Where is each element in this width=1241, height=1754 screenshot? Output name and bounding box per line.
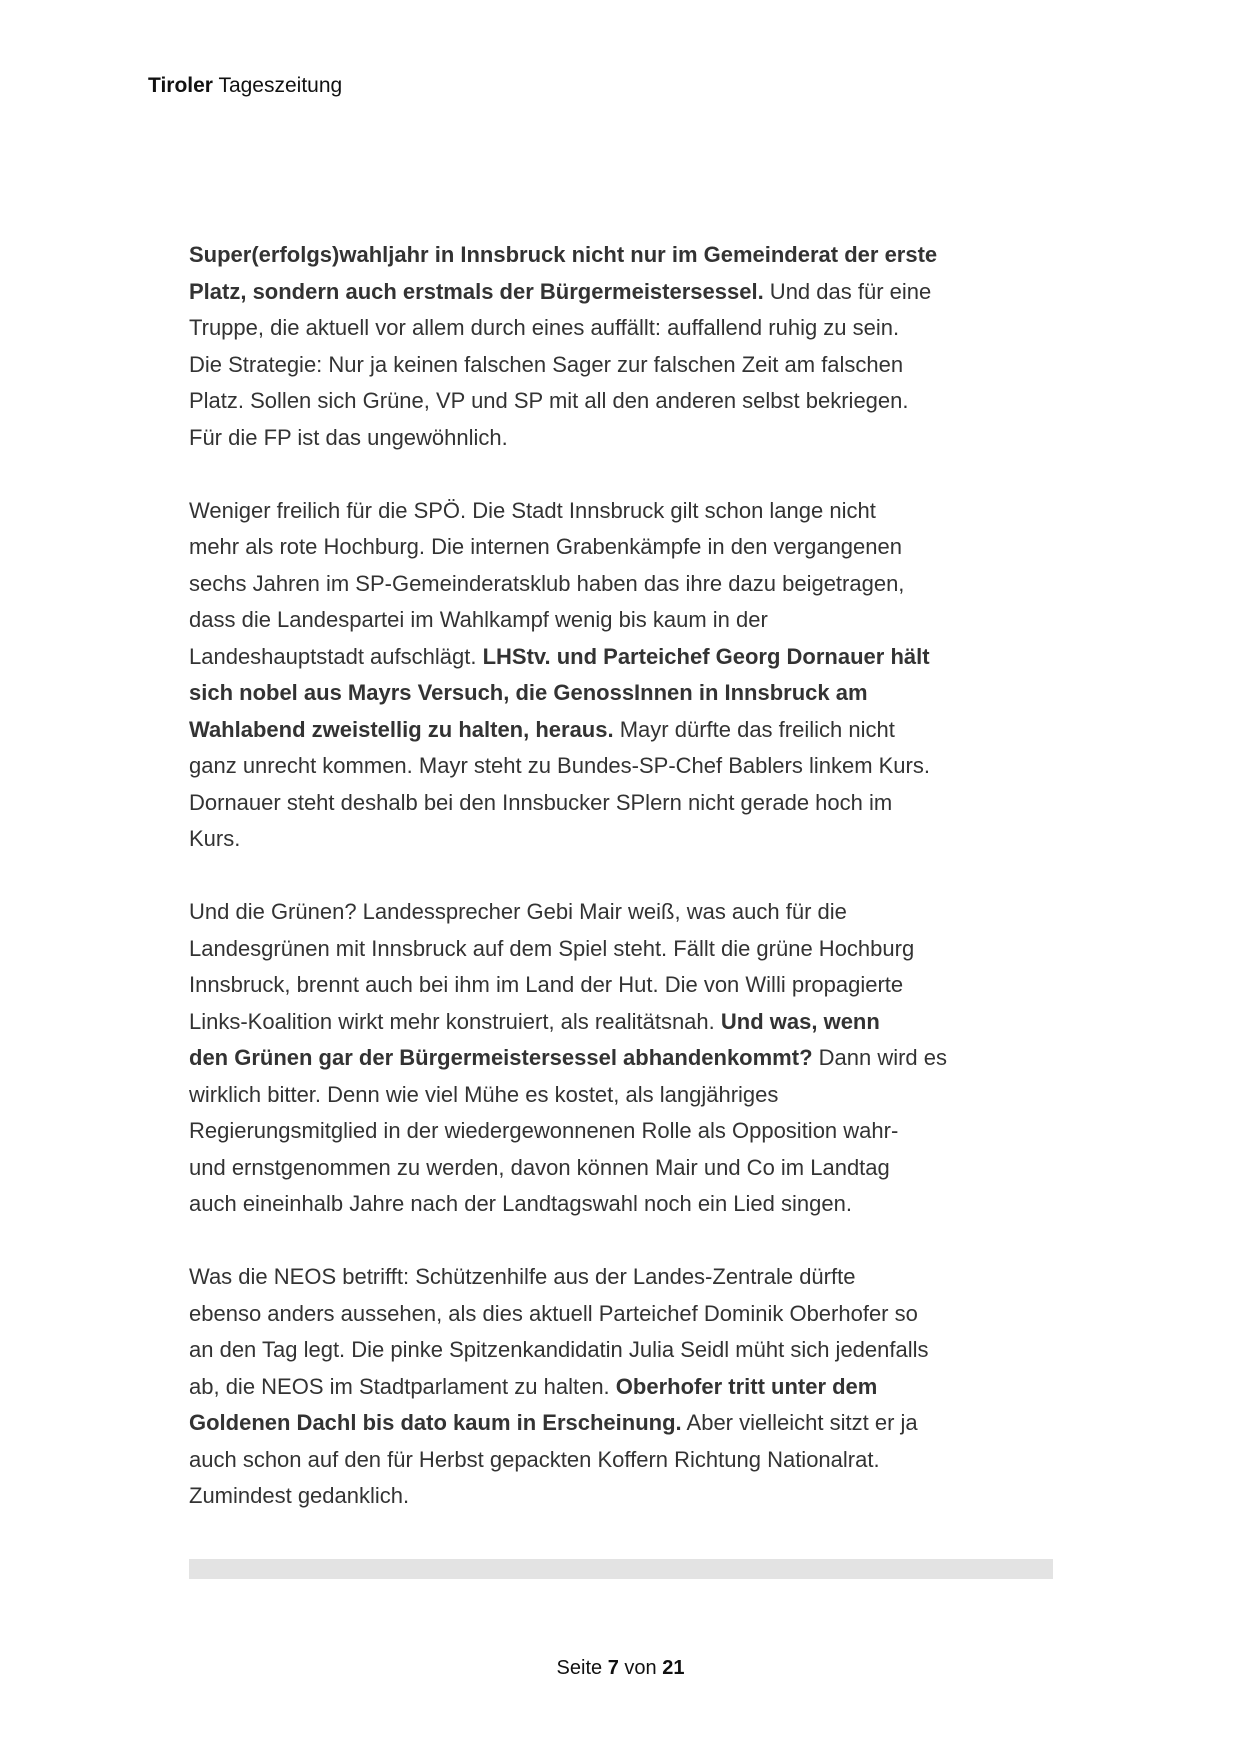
text-line [189, 894, 1069, 931]
text-line [189, 237, 1069, 274]
total-pages: 21 [662, 1657, 685, 1679]
bold-text: LHStv. und Parteichef Georg Dornauer hält [482, 643, 930, 669]
text: dass die Landespartei im Wahlkampf wenig bis kaum in der [189, 607, 768, 632]
text: an den Tag legt. Die pinke Spitzenkandidatin Julia Seidl müht sich jedenfalls [189, 1337, 929, 1362]
bold-text: Wahlabend zweistellig zu halten, heraus. [189, 716, 614, 742]
text-line [189, 1296, 1069, 1333]
text-line [189, 310, 1069, 347]
text-line [189, 748, 1069, 785]
text-line [189, 639, 1069, 676]
text: Regierungsmitglied in der wiedergewonnenen Rolle als Opposition wahr- [189, 1118, 899, 1143]
text: Dornauer steht deshalb bei den Innsbucker SPlern nicht gerade hoch im [189, 789, 893, 815]
paragraph [189, 894, 1069, 1223]
text: Die Strategie: Nur ja keinen falschen Sager zur falschen Zeit am falschen [189, 351, 904, 377]
text-line [189, 1332, 1069, 1369]
publication-header [148, 74, 342, 98]
text: Landesgrünen mit Innsbruck auf dem Spiel steht. Fällt die grüne Hochburg [189, 935, 915, 961]
text-line [189, 1040, 1069, 1077]
text-line [189, 602, 1069, 639]
text: Und das für eine [763, 278, 932, 304]
text-line [189, 1405, 1069, 1442]
bold-text: Und was, wenn [720, 1008, 880, 1034]
text: Platz. Sollen sich Grüne, VP und SP mit all den anderen selbst bekriegen. [189, 388, 909, 413]
bold-text: Platz, sondern auch erstmals der Bürgermeistersessel. [189, 278, 764, 304]
text: Zumindest gedanklich. [189, 1483, 410, 1508]
text-line [189, 712, 1069, 749]
text-line [189, 931, 1069, 968]
text-line [189, 1186, 1069, 1223]
page-footer [0, 1657, 1241, 1680]
text: Dann wird es [812, 1045, 948, 1070]
paragraph [189, 493, 1069, 858]
text-line [189, 529, 1069, 566]
text: Mayr dürfte das freilich nicht [613, 716, 895, 742]
text-line [189, 1369, 1069, 1406]
article-body [189, 237, 1069, 1551]
text: Weniger freilich für die SPÖ. Die Stadt Innsbruck gilt schon lange nicht [189, 497, 876, 523]
text-line [189, 1150, 1069, 1187]
bold-text: Oberhofer tritt unter dem [615, 1373, 878, 1399]
text: Kurs. [189, 826, 241, 851]
text-line [189, 1259, 1069, 1296]
text: Für die FP ist das ungewöhnlich. [189, 424, 508, 450]
text: auch schon auf den für Herbst gepackten Koffern Richtung Nationalrat. [189, 1446, 880, 1472]
text-line [189, 1442, 1069, 1479]
current-page: 7 [607, 1657, 619, 1679]
divider-bar [189, 1559, 1053, 1579]
text-line [189, 1077, 1069, 1114]
text-line [189, 1478, 1069, 1515]
brand-regular: Tageszeitung [218, 74, 343, 97]
page-prefix: Seite [556, 1657, 603, 1679]
text: sechs Jahren im SP-Gemeinderatsklub haben das ihre dazu beigetragen, [189, 570, 905, 596]
brand-bold: Tiroler [148, 74, 213, 97]
text: Links-Koalition wirkt mehr konstruiert, als realitätsnah. [189, 1008, 721, 1034]
text-line [189, 1113, 1069, 1150]
paragraph [189, 1259, 1069, 1515]
text: Innsbruck, brennt auch bei ihm im Land der Hut. Die von Willi propagierte [189, 972, 904, 997]
text-line [189, 383, 1069, 420]
text: mehr als rote Hochburg. Die internen Grabenkämpfe in den vergangenen [189, 534, 902, 559]
text: wirklich bitter. Denn wie viel Mühe es kostet, als langjähriges [189, 1081, 779, 1107]
text: ebenso anders aussehen, als dies aktuell Parteichef Dominik Oberhofer so [189, 1300, 918, 1326]
bold-text: Goldenen Dachl bis dato kaum in Erscheinung. [189, 1410, 682, 1435]
text: Landeshauptstadt aufschlägt. [189, 643, 483, 669]
text-line [189, 493, 1069, 530]
text: ab, die NEOS im Stadtparlament zu halten. [189, 1373, 616, 1399]
text: Was die NEOS betrifft: Schützenhilfe aus der Landes-Zentrale dürfte [189, 1264, 856, 1289]
text-line [189, 967, 1069, 1004]
text-line [189, 785, 1069, 822]
text: Und die Grünen? Landessprecher Gebi Mair weiß, was auch für die [189, 899, 847, 924]
text-line [189, 274, 1069, 311]
text-line [189, 1004, 1069, 1041]
bold-text: den Grünen gar der Bürgermeistersessel abhandenkommt? [189, 1045, 813, 1070]
text: ganz unrecht kommen. Mayr steht zu Bundes-SP-Chef Bablers linkem Kurs. [189, 753, 930, 778]
text: Truppe, die aktuell vor allem durch eines auffällt: auffallend ruhig zu sein. [189, 315, 900, 340]
paragraph [189, 237, 1069, 456]
text-line [189, 821, 1069, 858]
text: und ernstgenommen zu werden, davon können Mair und Co im Landtag [189, 1154, 890, 1180]
text-line [189, 675, 1069, 712]
text: auch eineinhalb Jahre nach der Landtagswahl noch ein Lied singen. [189, 1191, 852, 1216]
text: Aber vielleicht sitzt er ja [681, 1410, 918, 1435]
bold-text: sich nobel aus Mayrs Versuch, die GenossInnen in Innsbruck am [189, 680, 868, 705]
text-line [189, 420, 1069, 457]
text-line [189, 566, 1069, 603]
text-line [189, 347, 1069, 384]
page-middle: von [624, 1657, 657, 1679]
bold-text: Super(erfolgs)wahljahr in Innsbruck nicht nur im Gemeinderat der erste [189, 242, 938, 267]
